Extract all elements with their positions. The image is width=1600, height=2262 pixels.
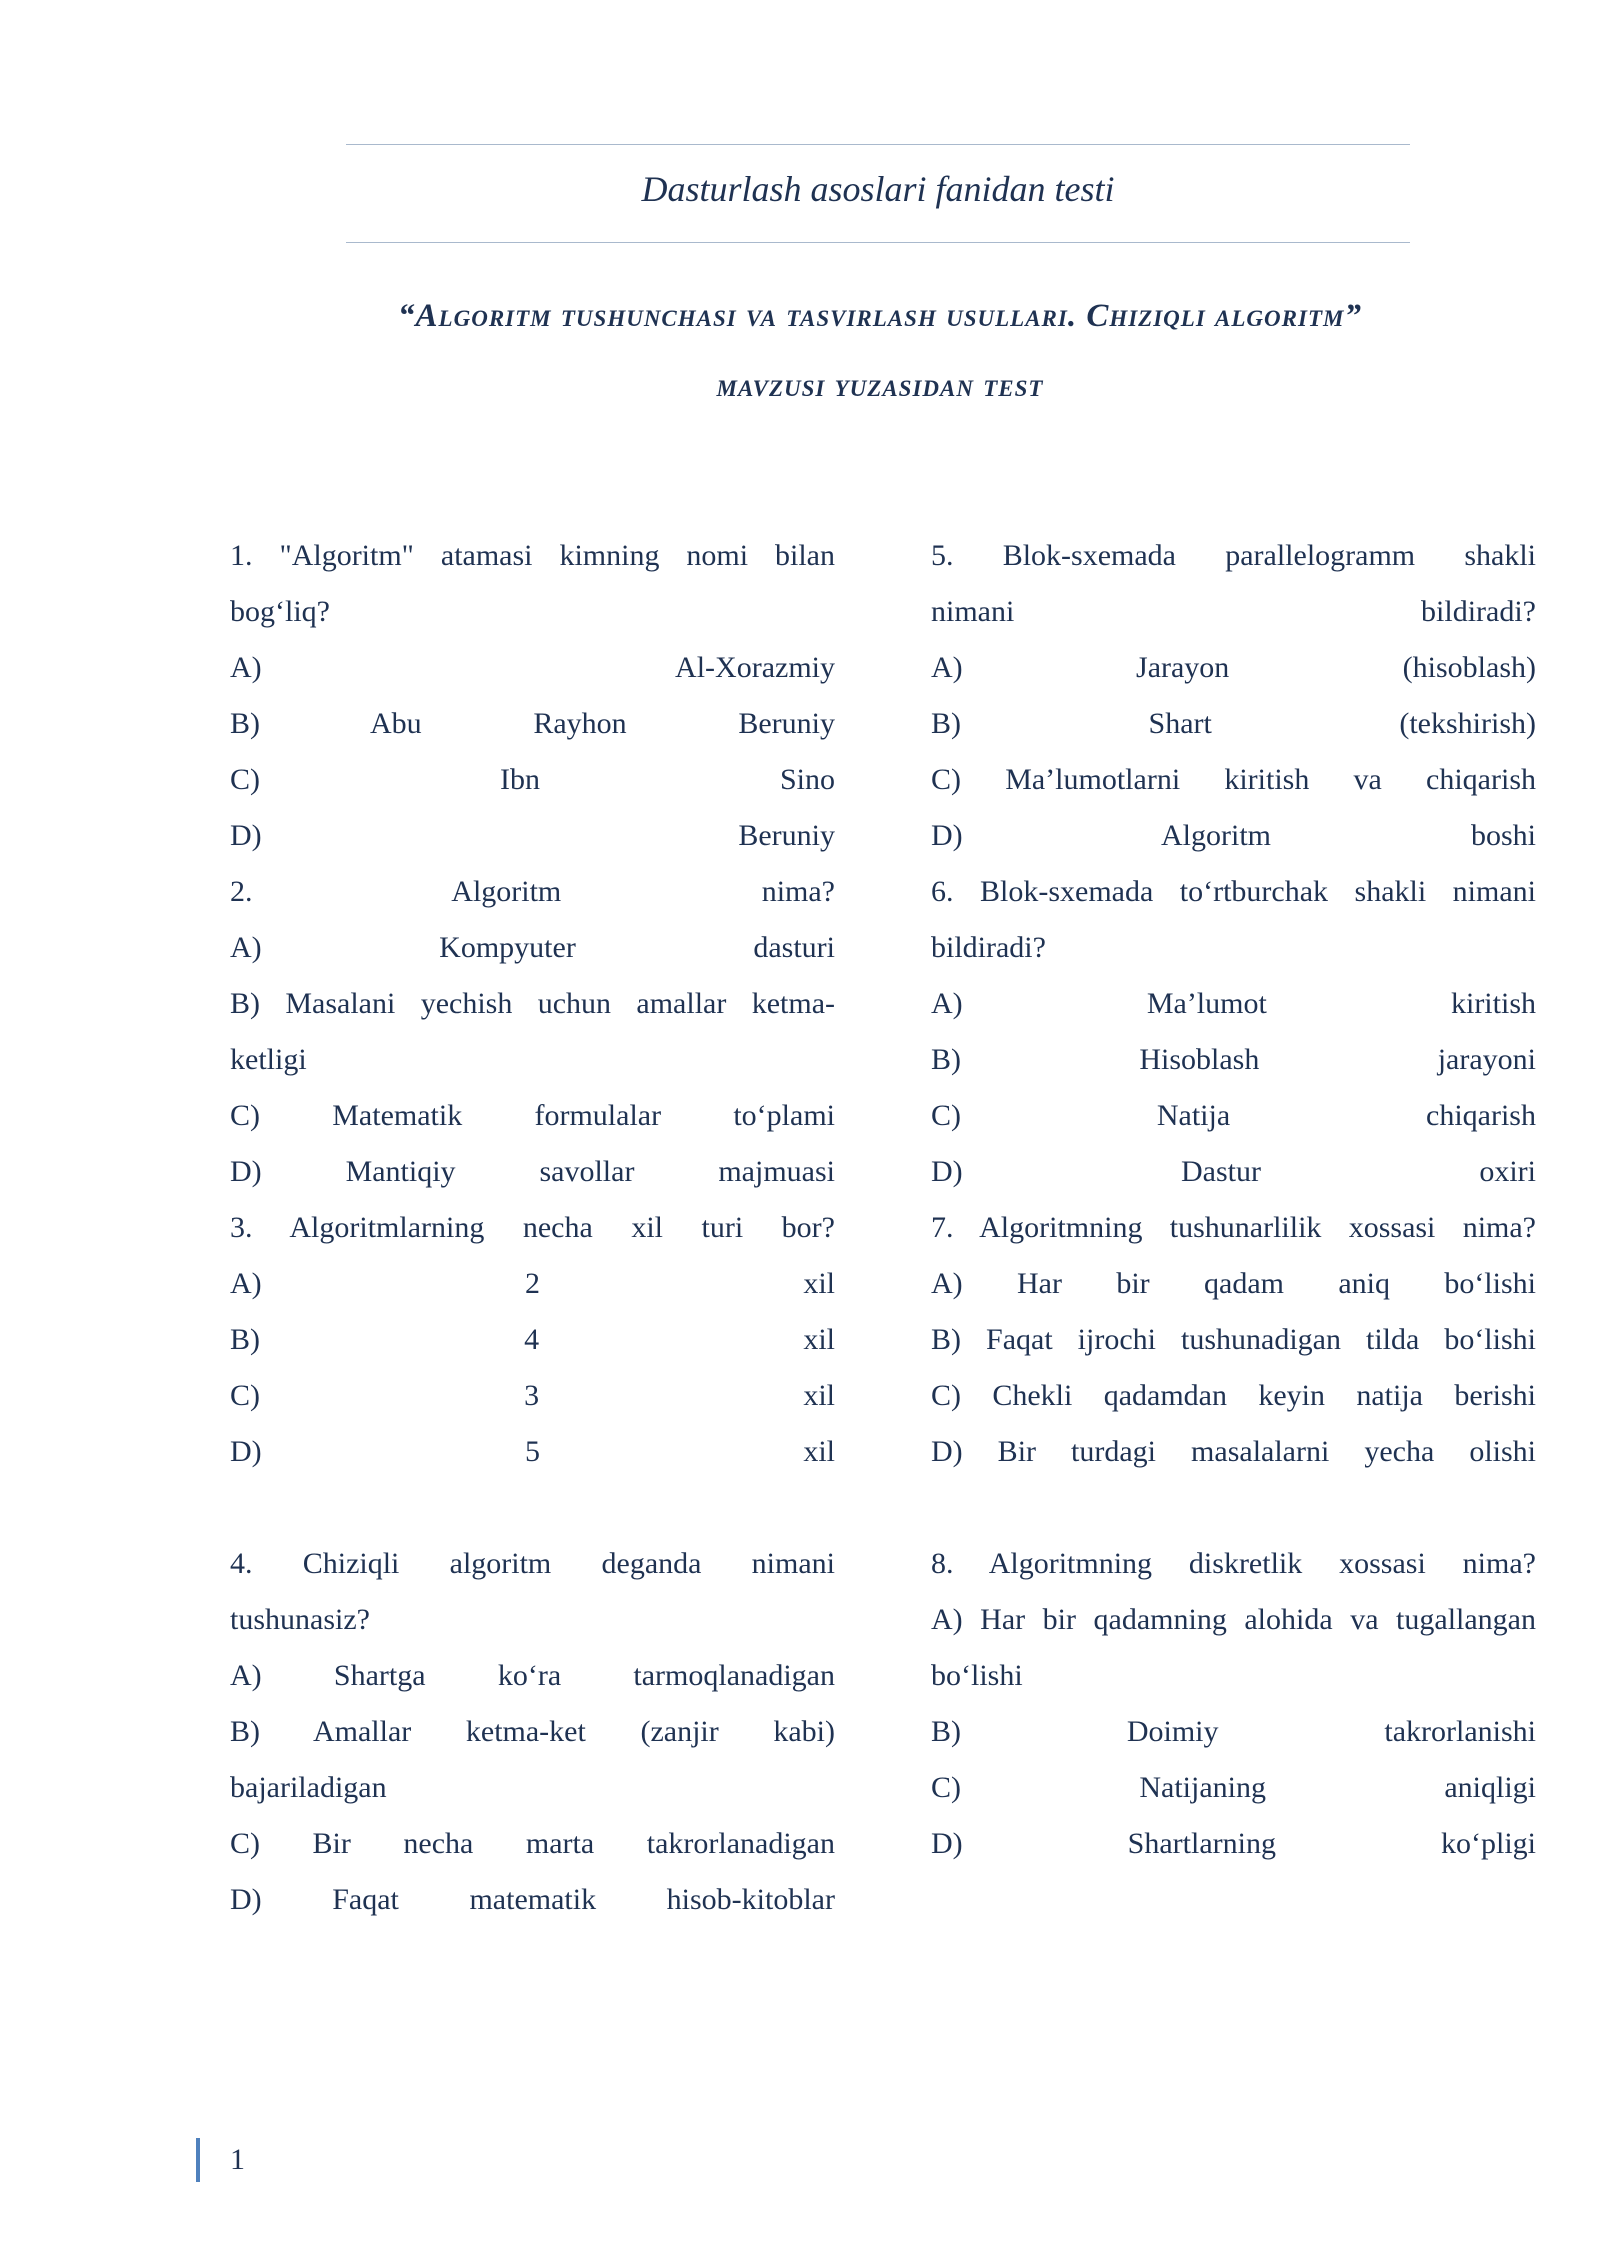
question-6 [931,864,1536,1200]
answer-option: D) Shartlarning ko‘pligi [931,1827,1536,1860]
answer-option: B) Abu Rayhon Beruniy [230,707,835,740]
answer-option: A) Har bir qadamning alohida va tugallangan [931,1603,1536,1636]
question-text: 4. Chiziqli algoritm deganda nimani [230,1547,835,1580]
answer-option: A) Ma’lumot kiritish [931,987,1536,1020]
answer-option: C) Bir necha marta takrorlanadigan [230,1827,835,1860]
questions-column-right [931,528,1536,1928]
question-3 [230,1200,835,1536]
question-text: bildiradi? [931,931,1046,964]
answer-option: C) Natija chiqarish [931,1099,1536,1132]
question-text: 5. Blok-sxemada parallelogramm shakli [931,539,1536,572]
answer-option: B) Doimiy takrorlanishi [931,1715,1536,1748]
answer-option-continuation: bo‘lishi [931,1659,1023,1692]
answer-option: B) 4 xil [230,1323,835,1356]
answer-option: D) Beruniy [230,819,835,852]
topic-title: “Algoritm tushunchasi va tasvirlash usullari. Chiziqli algoritm” [398,298,1362,334]
answer-option: A) Shartga ko‘ra tarmoqlanadigan [230,1659,835,1692]
question-2 [230,864,835,1200]
answer-option: C) 3 xil [230,1379,835,1412]
answer-option: D) Mantiqiy savollar majmuasi [230,1155,835,1188]
answer-option: A) Kompyuter dasturi [230,931,835,964]
answer-option: C) Matematik formulalar to‘plami [230,1099,835,1132]
answer-option: A) Al-Xorazmiy [230,651,835,684]
answer-option: D) 5 xil [230,1435,835,1468]
answer-option: B) Faqat ijrochi tushunadigan tilda bo‘lishi [931,1323,1536,1356]
question-text: 6. Blok-sxemada to‘rtburchak shakli nimani [931,875,1536,908]
question-text: 7. Algoritmning tushunarlilik xossasi nima? [931,1211,1536,1244]
question-1 [230,528,835,864]
answer-option: D) Dastur oxiri [931,1155,1536,1188]
question-text: nimani bildiradi? [931,595,1536,628]
answer-option: B) Amallar ketma-ket (zanjir kabi) [230,1715,835,1748]
answer-option: A) 2 xil [230,1267,835,1300]
answer-option: C) Natijaning aniqligi [931,1771,1536,1804]
answer-option: D) Faqat matematik hisob-kitoblar [230,1883,835,1916]
answer-option: C) Ma’lumotlarni kiritish va chiqarish [931,763,1536,796]
answer-option: D) Algoritm boshi [931,819,1536,852]
question-text: 8. Algoritmning diskretlik xossasi nima? [931,1547,1536,1580]
question-5 [931,528,1536,864]
document-header-title: Dasturlash asoslari fanidan testi [641,169,1115,209]
answer-option: B) Hisoblash jarayoni [931,1043,1536,1076]
answer-option: A) Har bir qadam aniq bo‘lishi [931,1267,1536,1300]
answer-option-continuation: bajariladigan [230,1771,387,1804]
answer-option: A) Jarayon (hisoblash) [931,651,1536,684]
question-text: 1. "Algoritm" atamasi kimning nomi bilan [230,539,835,572]
question-text: bog‘liq? [230,595,330,628]
question-text: 2. Algoritm nima? [230,875,835,908]
page-number: 1 [196,2138,245,2182]
question-7 [931,1200,1536,1536]
answer-option: C) Ibn Sino [230,763,835,796]
header-rule-top [346,144,1410,145]
header-rule-bottom [346,242,1410,243]
topic-subtitle: mavzusi yuzasidan test [716,368,1044,404]
questions-column-left [230,528,835,1928]
question-text: 3. Algoritmlarning necha xil turi bor? [230,1211,835,1244]
answer-option: B) Masalani yechish uchun amallar ketma- [230,987,835,1020]
answer-option: B) Shart (tekshirish) [931,707,1536,740]
question-4 [230,1536,835,1928]
answer-option: D) Bir turdagi masalalarni yecha olishi [931,1435,1536,1468]
answer-option-continuation: ketligi [230,1043,307,1076]
question-text: tushunasiz? [230,1603,370,1636]
answer-option: C) Chekli qadamdan keyin natija berishi [931,1379,1536,1412]
question-8 [931,1536,1536,1928]
